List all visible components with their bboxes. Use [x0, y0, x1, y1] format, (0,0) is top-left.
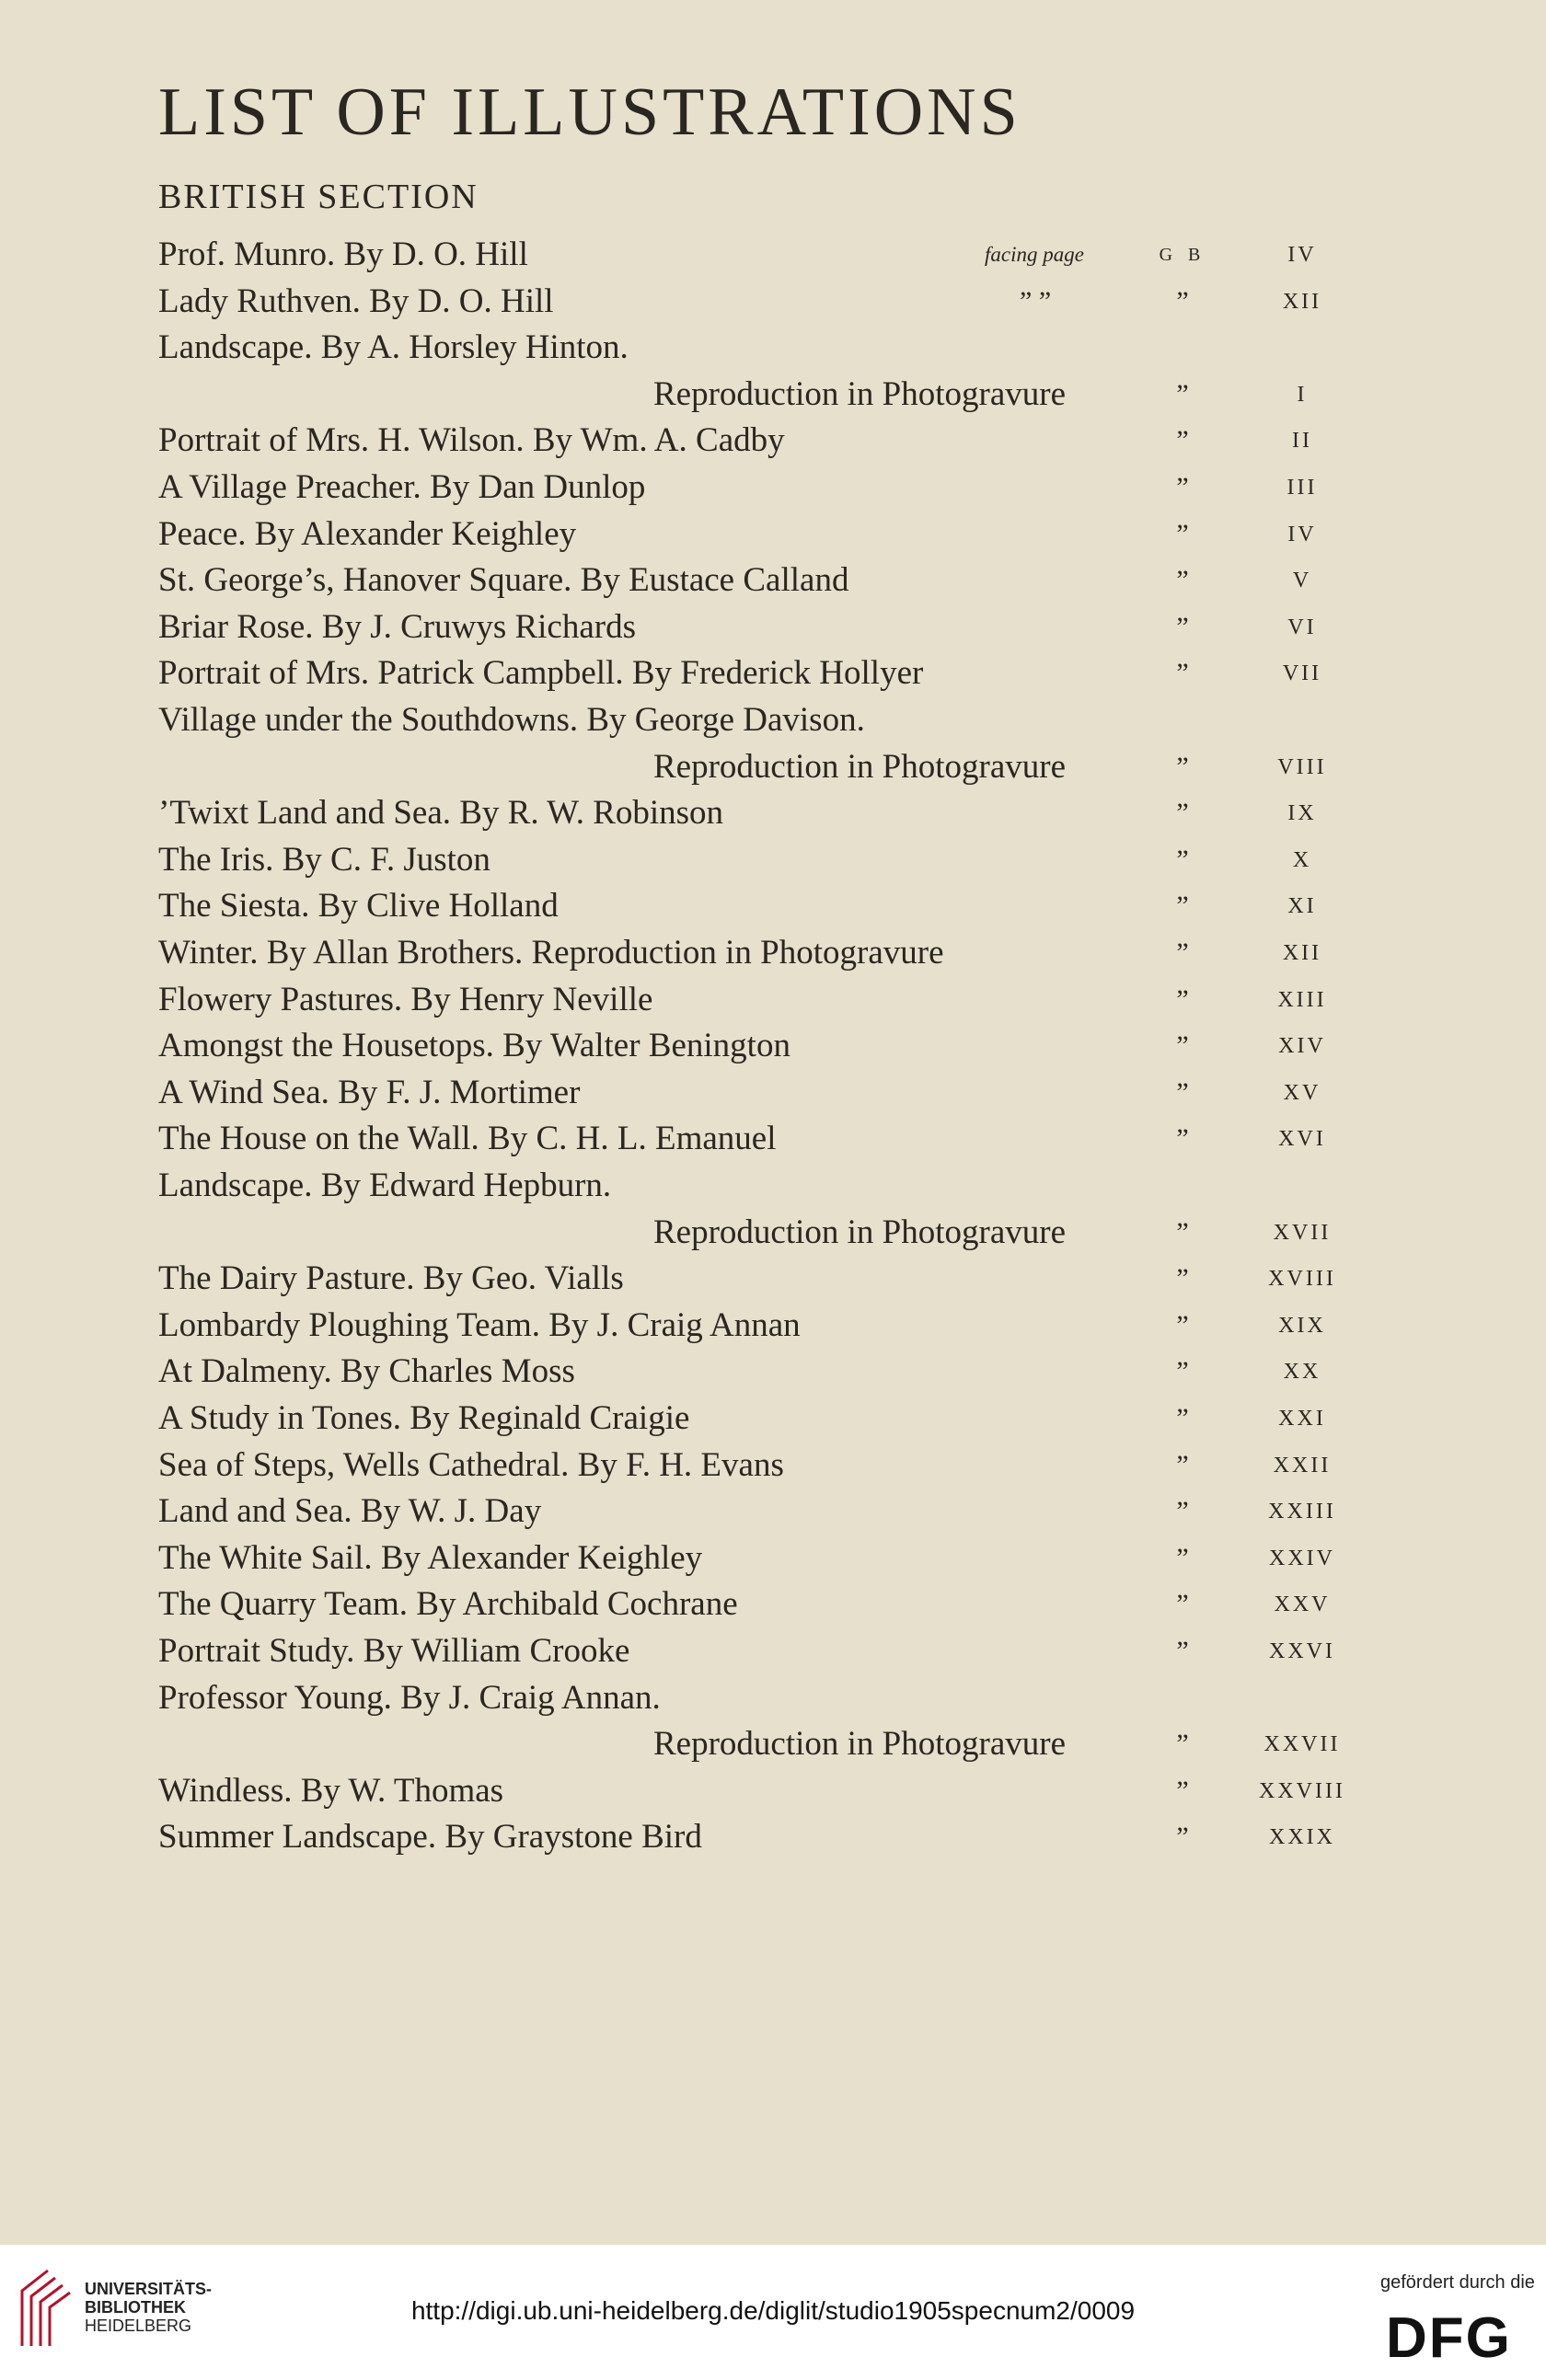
plate-number: XXV [1274, 1592, 1331, 1617]
illustration-title: A Wind Sea. By F. J. Mortimer [158, 1073, 581, 1111]
ditto-mark: ” [1176, 1123, 1189, 1155]
list-item [0, 1256, 1546, 1302]
list-item [0, 697, 1546, 743]
ditto-mark: ” [1176, 1403, 1189, 1433]
ditto-mark: ” [1176, 425, 1189, 456]
illustration-title: The Quarry Team. By Archibald Cochrane [158, 1585, 738, 1624]
illustration-title: The Dairy Pasture. By Geo. Vialls [158, 1259, 624, 1298]
illustration-title: A Village Preacher. By Dan Dunlop [158, 468, 646, 506]
illustration-title: Peace. By Alexander Keighley [158, 514, 577, 553]
plate-number: IX [1287, 801, 1317, 826]
plate-number: V [1292, 569, 1312, 593]
list-item [0, 1349, 1546, 1395]
list-item [0, 650, 1546, 696]
plate-number: VIII [1277, 754, 1327, 779]
plate-number: XV [1283, 1080, 1321, 1105]
list-item [0, 1675, 1546, 1721]
ditto-mark: ” [1176, 565, 1189, 596]
illustration-title: The White Sail. By Alexander Keighley [158, 1538, 703, 1577]
ditto-mark: ” [1176, 1449, 1189, 1480]
plate-number: XIII [1277, 987, 1327, 1012]
section-heading: BRITISH SECTION [158, 178, 479, 216]
plate-number: XXVI [1269, 1639, 1335, 1663]
ditto-mark: ” [1176, 1589, 1189, 1620]
ditto-mark: ” [1176, 798, 1189, 829]
list-item [0, 1628, 1546, 1674]
list-item [0, 1814, 1546, 1860]
list-item-continuation [0, 1721, 1546, 1767]
ditto-mark: ” [1176, 378, 1189, 409]
reproduction-note: Reproduction in Photogravure [653, 1213, 1067, 1251]
ditto-mark: ” [1176, 891, 1189, 922]
list-item [0, 418, 1546, 464]
illustration-title: Professor Young. By J. Craig Annan. [158, 1678, 661, 1717]
ditto-mark: ” [1176, 1076, 1189, 1108]
ditto-mark: ” [1176, 983, 1189, 1015]
list-item [0, 1116, 1546, 1162]
ditto-mark: ” [1176, 518, 1189, 549]
list-item [0, 1070, 1546, 1116]
plate-number: VI [1287, 615, 1317, 639]
illustration-title: At Dalmeny. By Charles Moss [158, 1352, 575, 1391]
ditto-mark: ” [1176, 1542, 1189, 1573]
list-item [0, 1768, 1546, 1814]
plate-number: XXVII [1263, 1732, 1341, 1757]
list-item [0, 837, 1546, 883]
ditto-mark: ” [1176, 1775, 1189, 1806]
plate-number: I [1297, 382, 1308, 407]
ditto-mark: ” [1176, 1729, 1189, 1760]
illustration-title: Land and Sea. By W. J. Day [158, 1492, 542, 1531]
illustration-title: ’Twixt Land and Sea. By R. W. Robinson [158, 794, 724, 833]
list-item [0, 604, 1546, 650]
illustration-title: Summer Landscape. By Graystone Bird [158, 1818, 702, 1857]
illustration-title: Windless. By W. Thomas [158, 1771, 504, 1810]
plate-number: XVII [1273, 1220, 1332, 1245]
plate-number: III [1286, 476, 1318, 500]
plate-number: II [1292, 429, 1312, 454]
illustration-title: Landscape. By Edward Hepburn. [158, 1167, 612, 1204]
illustration-title: Landscape. By A. Horsley Hinton. [158, 328, 629, 367]
list-item [0, 1535, 1546, 1581]
plate-number: XXIII [1268, 1500, 1336, 1524]
illustration-title: The Iris. By C. F. Juston [158, 840, 490, 879]
plate-number: XIV [1278, 1034, 1326, 1059]
illustration-title: Winter. By Allan Brothers. Reproduction in Photogravure [158, 934, 944, 972]
list-item [0, 279, 1546, 325]
list-item [0, 558, 1546, 604]
illustration-title: St. George’s, Hanover Square. By Eustace Calland [158, 561, 849, 600]
ditto-mark: ” [1176, 1309, 1189, 1340]
plate-number: XII [1282, 289, 1322, 314]
facing-page-label: facing page [985, 243, 1084, 266]
plate-number: XXIX [1269, 1825, 1335, 1850]
source-url-link[interactable]: http://digi.ub.uni-heidelberg.de/diglit/studio1905specnum2/0009 [410, 2296, 1136, 2325]
plate-number: X [1292, 847, 1312, 872]
list-item [0, 465, 1546, 511]
list-item [0, 1396, 1546, 1442]
plate-number: XVI [1278, 1127, 1326, 1152]
list-item [0, 1581, 1546, 1627]
library-name-line-3: HEIDELBERG [85, 2317, 192, 2335]
list-item [0, 977, 1546, 1023]
ditto-mark: ” [1176, 658, 1189, 689]
illustration-title: Portrait of Mrs. H. Wilson. By Wm. A. Cadby [158, 421, 785, 460]
reproduction-note: Reproduction in Photogravure [653, 1725, 1067, 1764]
list-item [0, 883, 1546, 929]
illustration-title: Village under the Southdowns. By George Davison. [158, 701, 865, 739]
library-name [85, 2280, 212, 2335]
plate-number: XXVIII [1259, 1778, 1345, 1803]
sponsor-note: gefördert durch die [1380, 2272, 1535, 2293]
ditto-mark: ” [1176, 285, 1189, 316]
ditto-mark: ” [1176, 751, 1189, 782]
ditto-mark: ” [1176, 844, 1189, 875]
list-item-continuation [0, 744, 1546, 790]
dfg-logo: DFG [1386, 2306, 1512, 2370]
plate-number: IV [1287, 243, 1317, 267]
list-item [0, 232, 1546, 278]
plate-number: XIX [1278, 1313, 1326, 1338]
list-item [0, 1489, 1546, 1535]
plate-number: XII [1282, 941, 1322, 965]
list-item [0, 1303, 1546, 1349]
plate-number: IV [1287, 522, 1317, 546]
list-item [0, 1163, 1546, 1209]
list-item [0, 790, 1546, 836]
ditto-mark: ” [1176, 1216, 1189, 1247]
ditto-mark: ” [1176, 937, 1189, 968]
plate-number: XXII [1273, 1453, 1332, 1477]
list-item [0, 1023, 1546, 1069]
ditto-mark: ” ” [1020, 285, 1052, 316]
illustration-title: Portrait of Mrs. Patrick Campbell. By Frederick Hollyer [158, 654, 924, 693]
plate-number: VII [1282, 661, 1322, 686]
ditto-mark: ” [1176, 1263, 1189, 1294]
library-logo-icon [15, 2263, 75, 2360]
reproduction-note: Reproduction in Photogravure [653, 374, 1067, 413]
plate-number: XXI [1278, 1407, 1326, 1431]
ditto-mark: ” [1176, 1636, 1189, 1666]
list-item [0, 325, 1546, 371]
ditto-mark: ” [1176, 1496, 1189, 1527]
plate-number: XX [1283, 1360, 1321, 1385]
footer-bar [0, 2245, 1546, 2380]
illustration-title: Portrait Study. By William Crooke [158, 1632, 630, 1670]
illustration-title: Prof. Munro. By D. O. Hill [158, 236, 528, 273]
list-item-continuation [0, 1210, 1546, 1256]
list-item [0, 930, 1546, 976]
illustration-title: Lombardy Ploughing Team. By J. Craig Annan [158, 1305, 801, 1344]
illustration-title: Lady Ruthven. By D. O. Hill [158, 282, 554, 320]
ditto-mark: ” [1176, 1822, 1189, 1853]
list-item [0, 1443, 1546, 1489]
library-name-line-1: UNIVERSITÄTS- [85, 2280, 213, 2298]
page-title: LIST OF ILLUSTRATIONS [158, 75, 1021, 150]
illustration-title: The Siesta. By Clive Holland [158, 887, 559, 926]
illustration-title: A Study in Tones. By Reginald Craigie [158, 1399, 690, 1437]
illustration-title: The House on the Wall. By C. H. L. Emanuel [158, 1120, 777, 1158]
ditto-mark: ” [1176, 472, 1189, 502]
illustration-title: Amongst the Housetops. By Walter Benington [158, 1027, 790, 1065]
plate-number: XXIV [1269, 1546, 1335, 1570]
library-name-line-2: BIBLIOTHEK [85, 2298, 186, 2317]
list-item-continuation [0, 372, 1546, 418]
series-label: G B [1159, 245, 1206, 265]
reproduction-note: Reproduction in Photogravure [653, 747, 1067, 786]
plate-number: XI [1287, 894, 1317, 919]
illustration-title: Briar Rose. By J. Cruwys Richards [158, 607, 636, 646]
illustration-title: Flowery Pastures. By Henry Neville [158, 980, 653, 1018]
list-item [0, 512, 1546, 558]
ditto-mark: ” [1176, 1030, 1189, 1062]
plate-number: XVIII [1268, 1267, 1336, 1292]
ditto-mark: ” [1176, 1356, 1189, 1387]
illustration-title: Sea of Steps, Wells Cathedral. By F. H. Evans [158, 1445, 784, 1484]
ditto-mark: ” [1176, 611, 1189, 642]
